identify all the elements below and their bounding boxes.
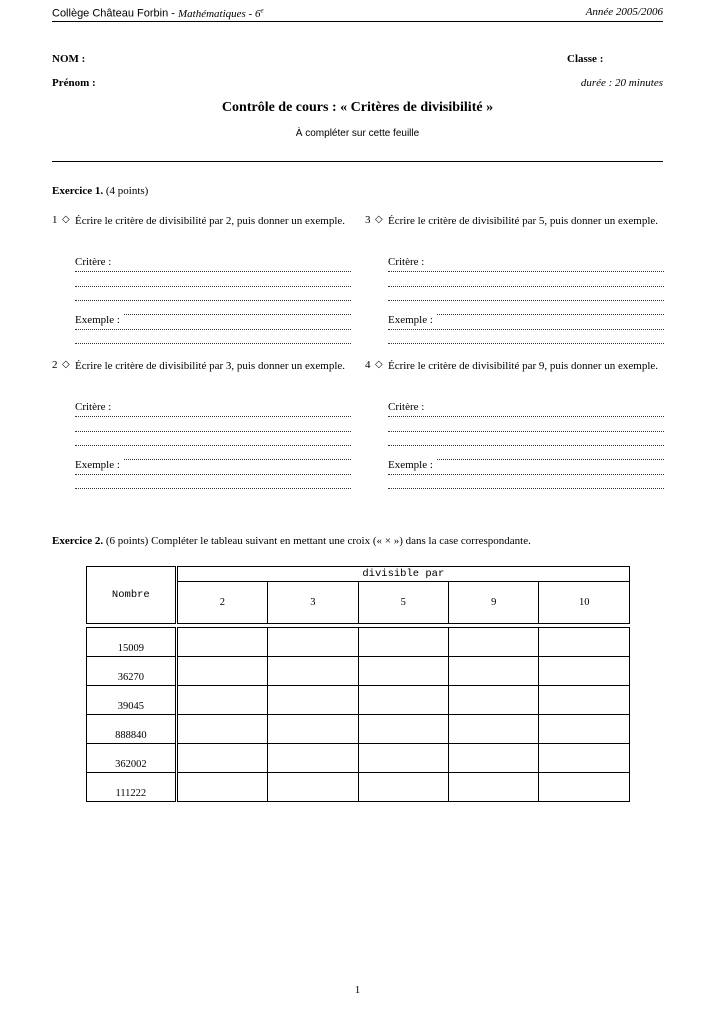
school-name: Collège Château Forbin - (52, 7, 175, 20)
answer-line[interactable] (388, 444, 664, 446)
diamond-icon: ◇ (375, 359, 383, 370)
exercise1-heading: Exercice 1. (4 points) (52, 185, 149, 197)
number-cell: 111222 (87, 773, 177, 802)
title-rule (52, 161, 663, 162)
answer-cell[interactable] (449, 686, 539, 715)
subject: Mathématiques - 6e (177, 6, 264, 20)
header-rule (52, 21, 663, 22)
answer-cell[interactable] (176, 744, 267, 773)
number-cell: 888840 (87, 715, 177, 744)
answer-cell[interactable] (539, 657, 630, 686)
diamond-icon: ◇ (375, 214, 383, 225)
question-number: 2 (52, 359, 58, 371)
answer-cell[interactable] (539, 686, 630, 715)
question-text: Écrire le critère de divisibilité par 2, puis donner un exemple. (75, 215, 346, 227)
answer-cell[interactable] (358, 686, 448, 715)
answer-line[interactable] (388, 415, 664, 417)
answer-line[interactable] (388, 285, 664, 287)
answer-line[interactable] (75, 430, 351, 432)
exemple-label: Exemple : (388, 459, 437, 471)
number-cell: 36270 (87, 657, 177, 686)
answer-cell[interactable] (449, 657, 539, 686)
diamond-icon: ◇ (62, 359, 70, 370)
exemple-label: Exemple : (75, 314, 124, 326)
answer-line[interactable] (75, 328, 351, 330)
divisor-header: 9 (449, 582, 539, 624)
answer-line[interactable] (388, 342, 664, 344)
critere-label: Critère : (388, 256, 428, 268)
answer-cell[interactable] (358, 744, 448, 773)
answer-cell[interactable] (268, 715, 358, 744)
answer-line[interactable] (75, 487, 351, 489)
answer-line[interactable] (388, 328, 664, 330)
number-cell: 39045 (87, 686, 177, 715)
school-year: Année 2005/2006 (585, 6, 663, 18)
answer-cell[interactable] (449, 628, 539, 657)
answer-cell[interactable] (539, 715, 630, 744)
table-row (87, 686, 630, 715)
divisible-par-header: divisible par (176, 567, 629, 582)
question-text: Écrire le critère de divisibilité par 9, puis donner un exemple. (388, 360, 659, 372)
answer-cell[interactable] (176, 657, 267, 686)
exercise2-instruction: Compléter le tableau suivant en mettant une croix (« × ») dans la case correspondante. (151, 535, 531, 547)
answer-line[interactable] (388, 299, 664, 301)
answer-cell[interactable] (268, 657, 358, 686)
question-number: 1 (52, 214, 58, 226)
answer-line[interactable] (75, 444, 351, 446)
answer-line[interactable] (388, 487, 664, 489)
divisibility-table-header (86, 566, 630, 624)
duree: durée : 20 minutes (580, 77, 663, 89)
answer-cell[interactable] (449, 715, 539, 744)
answer-cell[interactable] (268, 686, 358, 715)
answer-cell[interactable] (449, 773, 539, 802)
answer-cell[interactable] (358, 657, 448, 686)
answer-cell[interactable] (176, 628, 267, 657)
answer-cell[interactable] (539, 773, 630, 802)
exemple-label: Exemple : (388, 314, 437, 326)
answer-line[interactable] (388, 270, 664, 272)
number-cell: 362002 (87, 744, 177, 773)
critere-label: Critère : (388, 401, 428, 413)
answer-line[interactable] (75, 342, 351, 344)
answer-cell[interactable] (449, 744, 539, 773)
answer-line[interactable] (75, 270, 351, 272)
table-row (87, 744, 630, 773)
page-subtitle: À compléter sur cette feuille (295, 128, 420, 139)
nom-label: NOM : (52, 53, 86, 65)
answer-cell[interactable] (268, 744, 358, 773)
exercise2-heading: Exercice 2. (6 points) Compléter le tableau suivant en mettant une croix (« × ») dans la case correspondante. (52, 535, 531, 547)
answer-cell[interactable] (268, 628, 358, 657)
table-row (87, 657, 630, 686)
question-number: 4 (365, 359, 371, 371)
classe-label: Classe : (567, 53, 604, 65)
divisibility-table-body (86, 627, 630, 802)
answer-line[interactable] (388, 430, 664, 432)
divisor-header: 10 (539, 582, 630, 624)
question-number: 3 (365, 214, 371, 226)
answer-line[interactable] (75, 285, 351, 287)
page-number: 1 (354, 984, 361, 996)
answer-cell[interactable] (539, 744, 630, 773)
answer-cell[interactable] (358, 628, 448, 657)
answer-line[interactable] (388, 473, 664, 475)
answer-cell[interactable] (176, 773, 267, 802)
question-text: Écrire le critère de divisibilité par 5, puis donner un exemple. (388, 215, 659, 227)
answer-cell[interactable] (268, 773, 358, 802)
prenom-label: Prénom : (52, 77, 96, 89)
answer-cell[interactable] (358, 773, 448, 802)
table-row (87, 773, 630, 802)
exemple-label: Exemple : (75, 459, 124, 471)
table-row (87, 715, 630, 744)
critere-label: Critère : (75, 401, 115, 413)
answer-line[interactable] (75, 415, 351, 417)
divisor-header: 3 (268, 582, 358, 624)
answer-cell[interactable] (176, 715, 267, 744)
answer-cell[interactable] (358, 715, 448, 744)
question-text: Écrire le critère de divisibilité par 3, puis donner un exemple. (75, 360, 346, 372)
number-cell: 15009 (87, 628, 177, 657)
critere-label: Critère : (75, 256, 115, 268)
header-school (52, 6, 264, 20)
nombre-header: Nombre (87, 567, 177, 624)
table-row (87, 628, 630, 657)
answer-cell[interactable] (539, 628, 630, 657)
answer-line[interactable] (75, 473, 351, 475)
diamond-icon: ◇ (62, 214, 70, 225)
page-title: Contrôle de cours : « Critères de divisibilité » (221, 100, 494, 115)
answer-line[interactable] (75, 299, 351, 301)
answer-cell[interactable] (176, 686, 267, 715)
divisor-header: 5 (358, 582, 448, 624)
divisor-header: 2 (176, 582, 267, 624)
